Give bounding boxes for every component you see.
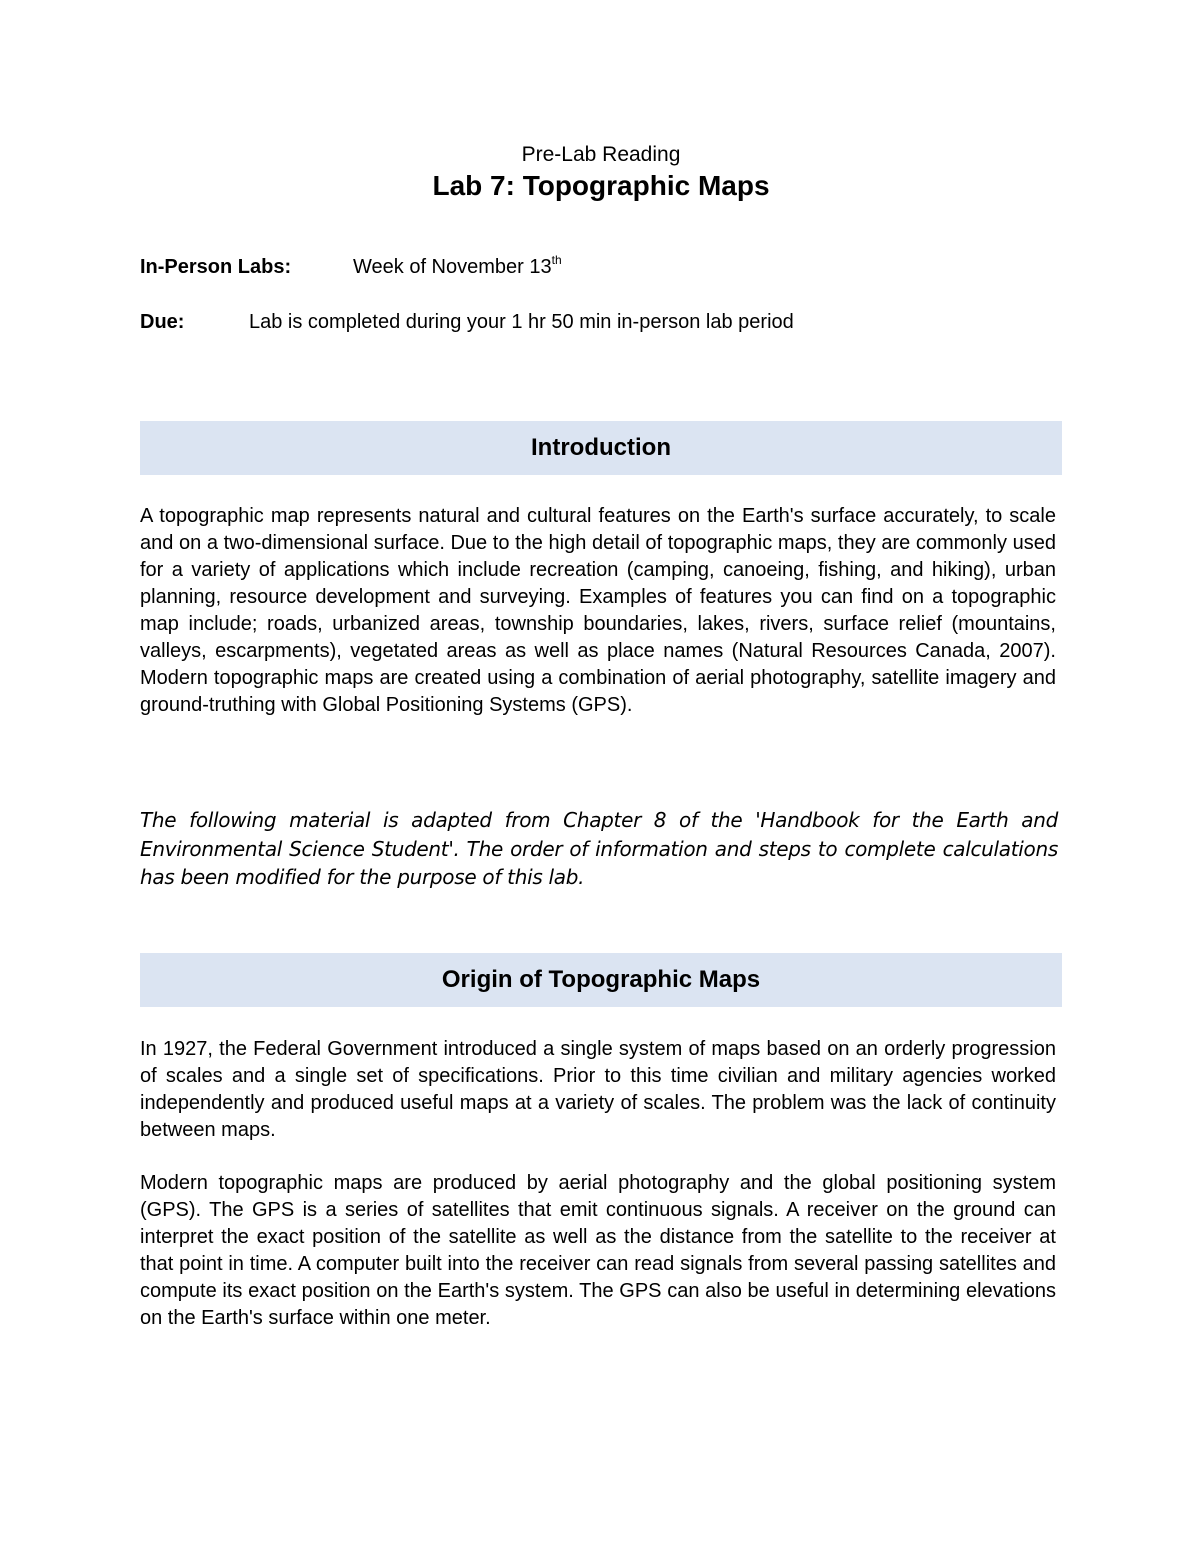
document-supertitle: Pre-Lab Reading xyxy=(521,143,681,166)
adaptation-note: The following material is adapted from Chapter 8 of the 'Handbook for the Earth and Environmental Science Student'. The order of information and steps to complete calculations has been modified for the purpose of this lab. xyxy=(140,808,1058,889)
document-title: Lab 7: Topographic Maps xyxy=(432,170,770,201)
in-person-labs-value: Week of November 13 xyxy=(353,256,552,278)
in-person-labs-label: In-Person Labs: xyxy=(140,256,292,278)
due-row xyxy=(140,311,794,334)
due-label: Due: xyxy=(140,311,185,333)
introduction-heading: Introduction xyxy=(140,421,1062,475)
in-person-labs-suffix: th xyxy=(551,253,562,267)
origin-paragraph-1: In 1927, the Federal Government introduced a single system of maps based on an orderly progression of scales and a single set of specifications. Prior to this time civilian and military agencies worked independently and produced useful maps at a variety of scales. The problem was the lack of continuity between maps. xyxy=(140,1038,1056,1141)
origin-heading: Origin of Topographic Maps xyxy=(140,953,1062,1007)
in-person-labs-row xyxy=(140,253,562,279)
introduction-paragraph: A topographic map represents natural and cultural features on the Earth's surface accurately, to scale and on a two-dimensional surface. Due to the high detail of topographic maps, they are commonly used for a variety of applications which include recreation (camping, canoeing, fishing, and hiking), urban planning, resource development and surveying. Examples of features you can find on a topographic map include; roads, urbanized areas, township boundaries, lakes, rivers, surface relief (mountains, valleys, escarpments), vegetated areas as well as place names (Natural Resources Canada, 2007). Modern topographic maps are created using a combination of aerial photography, satellite imagery and ground-truthing with Global Positioning Systems (GPS). xyxy=(140,505,1056,716)
origin-paragraph-2: Modern topographic maps are produced by aerial photography and the global positioning system (GPS). The GPS is a series of satellites that emit continuous signals. A receiver on the ground can interpret the exact position of the satellite as well as the distance from the satellite to the receiver at that point in time. A computer built into the receiver can read signals from several passing satellites and compute its exact position on the Earth's system. The GPS can also be useful in determining elevations on the Earth's surface within one meter. xyxy=(140,1172,1056,1329)
due-value: Lab is completed during your 1 hr 50 min in-person lab period xyxy=(249,311,794,333)
